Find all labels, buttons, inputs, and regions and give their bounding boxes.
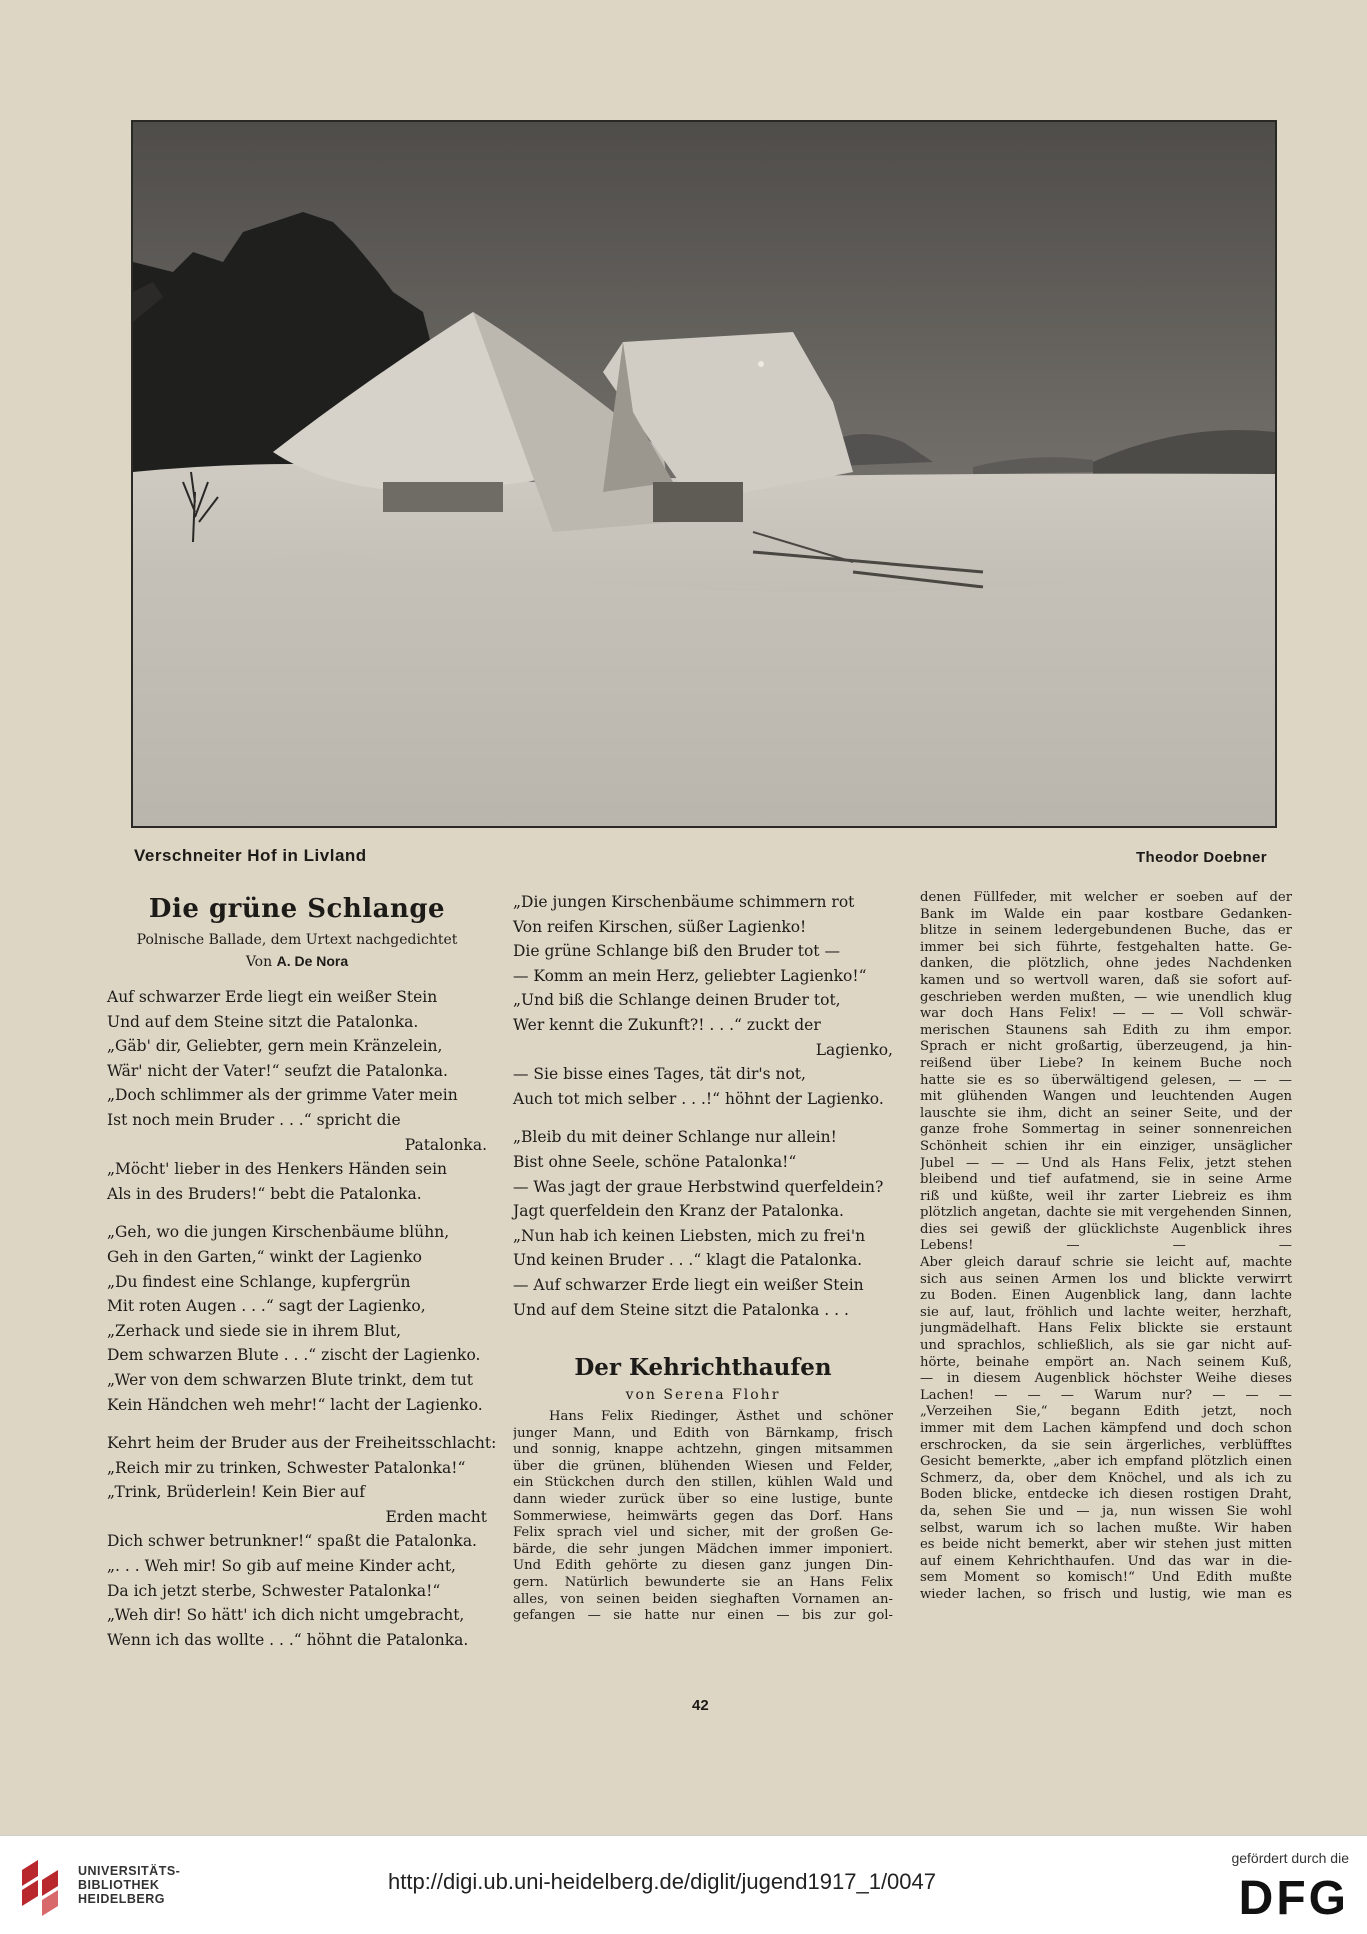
- poem-line: Geh in den Garten,“ winkt der Lagienko: [107, 1247, 423, 1266]
- poem-line: „Weh dir! So hätt' ich dich nicht umgebracht,: [107, 1606, 465, 1625]
- prose-line: Schmerz, da, ober dem Knöchel, und als ich zu: [920, 1470, 1292, 1486]
- poem-line: „Gäb' dir, Geliebter, gern mein Kränzelein,: [107, 1037, 443, 1056]
- prose-line: reißend über Liebe? In keinem Buche noch: [920, 1055, 1292, 1071]
- image-caption: Verschneiter Hof in Livland: [134, 846, 367, 865]
- poem-line: Die grüne Schlange biß den Bruder tot —: [513, 942, 840, 961]
- poem-line: — Komm an mein Herz, geliebter Lagienko!“: [513, 966, 867, 985]
- poem-line: „Du findest eine Schlange, kupfergrün: [107, 1272, 411, 1291]
- poem-line: Wär' nicht der Vater!“ seufzt die Patalonka.: [107, 1061, 448, 1080]
- column-2: [513, 890, 893, 1625]
- prose-line: ein Stückchen durch den stillen, kühlen Wald und: [513, 1475, 893, 1491]
- dfg-logo: DFG: [1238, 1872, 1349, 1925]
- poem-line: Kein Händchen weh mehr!“ lacht der Lagienko.: [107, 1395, 483, 1414]
- prose-line: auf einem Kehrichthaufen. Und das war in die-: [920, 1553, 1292, 1569]
- poem-line: Dich schwer betrunkner!“ spaßt die Patalonka.: [107, 1532, 477, 1551]
- prose-line: „Verzeihen Sie,“ begann Edith jetzt, noch: [920, 1404, 1292, 1420]
- prose-line: merischen Staunens sah Edith zu ihm empor.: [920, 1022, 1292, 1038]
- winter-landscape-illustration: [133, 122, 1275, 826]
- prose-line: sem Moment so komisch!“ Und Edith mußte: [920, 1570, 1292, 1586]
- prose-line: selbst, warum ich so lachen mußte. Wir haben: [920, 1520, 1292, 1536]
- prose-line: — in diesem Augenblick höchster Weihe dieses: [920, 1371, 1292, 1387]
- poem-line: Jagt querfeldein den Kranz der Patalonka.: [513, 1202, 844, 1221]
- prose-line: bleibend und tief aufatmend, sie in seine Arme: [920, 1172, 1292, 1188]
- permalink-url[interactable]: http://digi.ub.uni-heidelberg.de/diglit/jugend1917_1/0047: [388, 1869, 936, 1894]
- column-3: [920, 890, 1292, 1604]
- poem-subtitle: Polnische Ballade, dem Urtext nachgedichtet: [136, 932, 458, 948]
- prose-line: und sprachlos, schließlich, als sie gar nicht auf-: [920, 1338, 1292, 1354]
- poem-line: Da ich jetzt sterbe, Schwester Patalonka!“: [107, 1581, 441, 1600]
- prose-line: lauschte sie ihm, dicht an seiner Seite, und der: [920, 1105, 1292, 1121]
- story-title: Der Kehrichthaufen: [574, 1354, 832, 1382]
- prose-line: denen Füllfeder, mit welcher er soeben auf der: [920, 890, 1292, 905]
- prose-line: alles, von seinen beiden sieghaften Vornamen an-: [513, 1591, 893, 1607]
- prose-line: immer bei sich führte, festgehalten hatte. Ge-: [920, 939, 1292, 955]
- prose-line: gefangen — sie hatte nur einen — bis zur gol-: [513, 1608, 893, 1624]
- poem-line: Und auf dem Steine sitzt die Patalonka.: [107, 1012, 419, 1031]
- prose-line: gern. Natürlich bewunderte sie an Hans Felix: [513, 1575, 893, 1591]
- prose-line: dies sei gewiß der glücklichste Augenblick ihres: [920, 1221, 1292, 1237]
- poem-line: Auch tot mich selber . . .!“ höhnt der Lagienko.: [513, 1089, 884, 1108]
- poem-line: Kehrt heim der Bruder aus der Freiheitsschlacht:: [107, 1434, 497, 1453]
- prose-line: Aber gleich darauf schrie sie leicht auf, machte: [920, 1255, 1292, 1271]
- prose-line: wieder lachen, so frisch und lustig, wie man es: [920, 1586, 1292, 1602]
- poem-author: A. De Nora: [276, 953, 349, 969]
- prose-line: über die grünen, blühenden Wiesen und Felder,: [513, 1458, 893, 1474]
- poem-line: „Zerhack und siede sie in ihrem Blut,: [107, 1321, 402, 1340]
- prose-line: Und Edith gehörte zu diesen ganz jungen Din-: [513, 1558, 893, 1574]
- poem-line: „Und biß die Schlange deinen Bruder tot,: [513, 991, 841, 1010]
- story-text-col3: [920, 890, 1292, 1604]
- poem-line: — Sie bisse eines Tages, tät dir's not,: [513, 1065, 806, 1084]
- prose-line: mit glühenden Wangen und leuchtenden Augen: [920, 1089, 1292, 1105]
- prose-line: junger Mann, und Edith von Bärnkamp, frisch: [513, 1425, 893, 1441]
- poem-author-prefix: Von: [245, 954, 273, 970]
- poem-author-line: [107, 951, 487, 973]
- footer-bar: [0, 1835, 1367, 1934]
- ub-line-3: HEIDELBERG: [78, 1892, 165, 1906]
- funding-label: gefördert durch die: [1231, 1850, 1349, 1866]
- prose-line: kamen und so wertvoll waren, daß sie sofort auf-: [920, 972, 1292, 988]
- poem-line: Und auf dem Steine sitzt die Patalonka . . .: [513, 1300, 849, 1319]
- poem-line: „Wer von dem schwarzen Blute trinkt, dem tut: [107, 1370, 474, 1389]
- poem-line: Wer kennt die Zukunft?! . . .“ zuckt der: [513, 1015, 821, 1034]
- prose-line: sich aus seinen Armen los und blickte verwirrt: [920, 1271, 1292, 1287]
- prose-line: da, sehen Sie und — ja, nun wissen Sie wohl: [920, 1503, 1292, 1519]
- prose-line: es beide nicht bemerkt, aber wir stehen just mitten: [920, 1537, 1292, 1553]
- prose-line: Lebens! — — —: [920, 1238, 1292, 1254]
- poem-line: Bist ohne Seele, schöne Patalonka!“: [513, 1152, 797, 1171]
- poem-line: „. . . Weh mir! So gib auf meine Kinder acht,: [107, 1557, 456, 1576]
- prose-line: zu Boden. Einen Augenblick lang, dann lachte: [920, 1288, 1292, 1304]
- poem-line: — Was jagt der graue Herbstwind querfeldein?: [513, 1177, 884, 1196]
- stanza-gap: [107, 1206, 487, 1220]
- prose-line: und sonnig, knappe achtzehn, gingen mitsammen: [513, 1442, 893, 1458]
- column-1: [107, 890, 497, 1652]
- painting-snowy-farm: [131, 120, 1277, 828]
- prose-line: Sommerwiese, heimwärts gegen das Dorf. Hans: [513, 1508, 893, 1524]
- poem-line: Ist noch mein Bruder . . .“ spricht die: [107, 1110, 401, 1129]
- prose-line: geschrieben werden mußten, — wie unendlich klug: [920, 989, 1292, 1005]
- prose-line: blitze in seinem ledergebundenen Buche, das er: [920, 923, 1292, 939]
- prose-line: sie auf, laut, fröhlich und lachte weiter, herzhaft,: [920, 1304, 1292, 1320]
- prose-line: jungmädelhaft. Hans Felix blickte sie erstaunt: [920, 1321, 1292, 1337]
- poem-line: Patalonka.: [404, 1135, 487, 1154]
- prose-line: danken, die plötzlich, ohne jedes Nachdenken: [920, 956, 1292, 972]
- poem-line: Wenn ich das wollte . . .“ höhnt die Patalonka.: [107, 1630, 469, 1649]
- poem-line: „Nun hab ich keinen Liebsten, mich zu frei'n: [513, 1226, 866, 1245]
- poem-line: Dem schwarzen Blute . . .“ zischt der Lagienko.: [107, 1346, 481, 1365]
- prose-line: Boden blicke, entdecke ich diesen rostigen Draht,: [920, 1487, 1292, 1503]
- poem-line: „Doch schlimmer als der grimme Vater mein: [107, 1086, 458, 1105]
- page-number: 42: [692, 1697, 709, 1714]
- poem-line: Erden macht: [385, 1507, 487, 1526]
- poem-stanzas-col2: [513, 890, 893, 1322]
- prose-line: ganze frohe Sommertag in seiner sonnenreichen: [920, 1122, 1292, 1138]
- prose-line: Sprach er nicht großartig, überzeugend, ja hin-: [920, 1039, 1292, 1055]
- poem-line: Als in des Bruders!“ bebt die Patalonka.: [107, 1184, 422, 1203]
- poem-line: Auf schwarzer Erde liegt ein weißer Stein: [107, 988, 438, 1006]
- prose-line: Lachen! — — — Warum nur? — — —: [920, 1387, 1292, 1403]
- image-artist: Theodor Doebner: [1135, 849, 1267, 866]
- stanza-gap: [107, 1417, 487, 1431]
- poem-title: Die grüne Schlange: [148, 894, 446, 924]
- poem-line: Mit roten Augen . . .“ sagt der Lagienko,: [107, 1297, 426, 1316]
- prose-line: plötzlich angetan, dachte sie mit vergehenden Sinnen,: [920, 1205, 1292, 1221]
- prose-line: Felix sprach viel und sicher, mit der großen Ge-: [513, 1525, 893, 1541]
- prose-line: Jubel — — — Und als Hans Felix, jetzt stehen: [920, 1155, 1292, 1171]
- poem-line: „Reich mir zu trinken, Schwester Patalonka!“: [107, 1458, 466, 1477]
- prose-line: immer mit dem Lachen kämpfend und doch schon: [920, 1421, 1292, 1436]
- poem-stanzas-col1: [107, 985, 497, 1652]
- poem-line: „Möcht' lieber in des Henkers Händen sein: [107, 1160, 448, 1179]
- poem-line: Lagienko,: [815, 1040, 893, 1059]
- poem-line: „Die jungen Kirschenbäume schimmern rot: [513, 893, 855, 911]
- prose-line: Bank im Walde ein paar kostbare Gedanken-: [920, 906, 1292, 922]
- prose-line: Hans Felix Riedinger, Ästhet und schöner: [549, 1409, 893, 1425]
- prose-line: war doch Hans Felix! — — — Voll schwär-: [920, 1006, 1292, 1022]
- story-author: von Serena Flohr: [625, 1387, 781, 1404]
- stanza-gap: [513, 1111, 893, 1125]
- story-text-col2: [513, 1409, 893, 1625]
- prose-line: Gesicht bemerkte, „aber ich empfand plötzlich einen: [920, 1454, 1292, 1470]
- poem-line: „Trink, Brüderlein! Kein Bier auf: [107, 1483, 365, 1502]
- prose-line: erschrocken, da sie sein ärgerliches, verblüfftes: [920, 1437, 1292, 1453]
- poem-line: — Auf schwarzer Erde liegt ein weißer Stein: [513, 1275, 864, 1294]
- poem-line: Und keinen Bruder . . .“ klagt die Patalonka.: [513, 1251, 863, 1270]
- prose-line: hatte sie es so überwältigend gelesen, — — —: [920, 1072, 1292, 1088]
- poem-line: „Bleib du mit deiner Schlange nur allein!: [513, 1128, 837, 1147]
- poem-line: „Geh, wo die jungen Kirschenbäume blühn,: [107, 1223, 450, 1242]
- prose-line: Schönheit schien ihr ein einziger, unsäglicher: [920, 1138, 1292, 1154]
- ub-line-2: BIBLIOTHEK: [78, 1878, 160, 1892]
- ub-heidelberg-name: [78, 1864, 180, 1906]
- poem-line: Von reifen Kirschen, süßer Lagienko!: [513, 917, 807, 936]
- prose-line: riß und küßte, weil ihr zarter Liebreiz es ihm: [920, 1188, 1292, 1204]
- prose-line: bärde, die sehr jungen Mädchen immer imponiert.: [513, 1541, 893, 1557]
- prose-line: hörte, beinahe empört an. Nach seinem Kuß,: [920, 1354, 1292, 1370]
- ub-line-1: UNIVERSITÄTS-: [78, 1864, 181, 1878]
- ub-heidelberg-logo-icon: [16, 1856, 68, 1916]
- prose-line: dann wieder zurück über so eine lustige, bunte: [513, 1492, 893, 1508]
